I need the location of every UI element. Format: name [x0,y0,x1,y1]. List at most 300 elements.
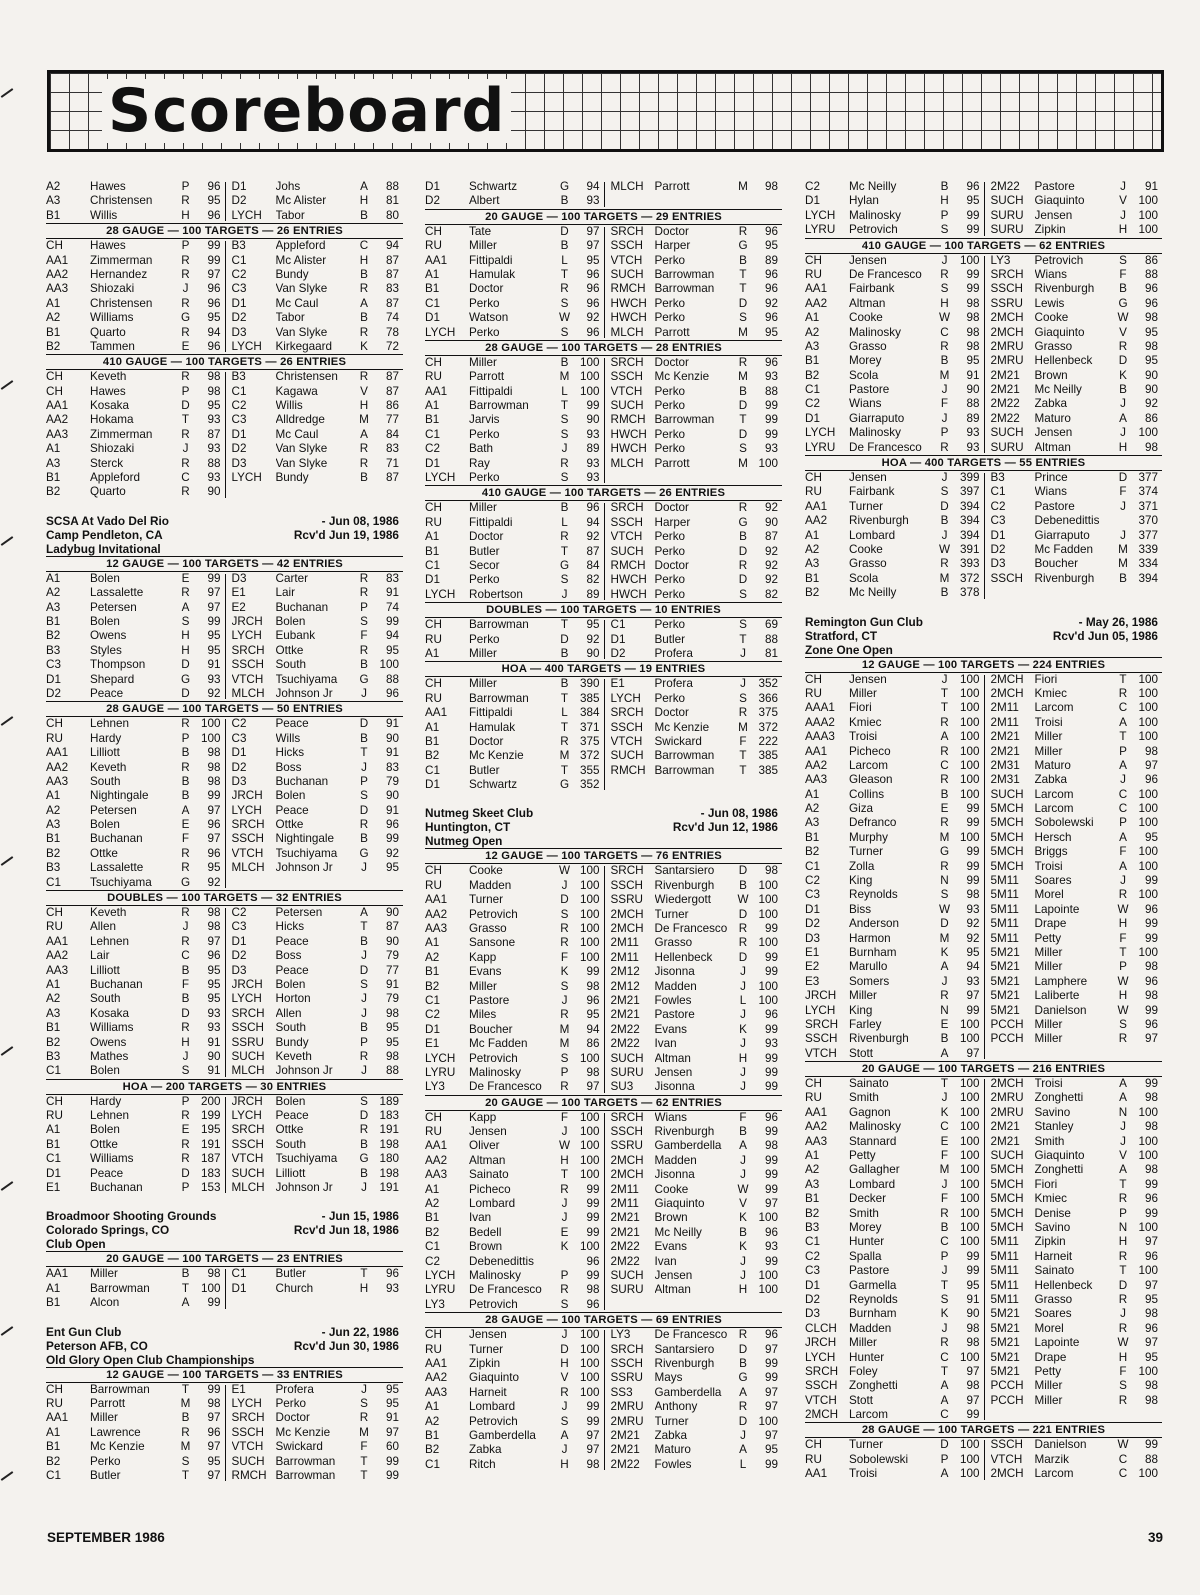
entry-left [425,457,604,471]
class-code: AA3 [425,922,448,936]
class-code: C1 [231,1267,247,1281]
shooter-name: Kapp [469,950,497,964]
results-table [425,864,782,1094]
shooter-name: Jensen [849,672,887,686]
entry-right [604,749,783,763]
entry-right [604,1154,783,1168]
entry-left [425,1066,604,1080]
class-code: B2 [425,1443,440,1457]
shooter-name: Perko [654,442,686,456]
shooter-name: Stott [849,1393,874,1407]
class-code: C3 [805,888,820,902]
score: 97 [207,600,221,614]
entry-left [46,658,225,672]
shooter-name: Lehnen [90,934,130,948]
entry-left [805,282,984,296]
score: 100 [959,1149,980,1163]
class-code: SRCH [805,1364,839,1378]
class-code: B2 [805,845,820,859]
entry-right [225,370,404,384]
score: 99 [966,816,980,830]
club-name: Remington Gun Club [805,614,923,629]
initial: S [360,977,368,991]
initial: T [1119,945,1127,959]
table-row [425,1400,782,1414]
initial: J [1120,397,1126,411]
shooter-name: Altman [849,296,886,310]
entry-right [604,297,783,311]
entry-left [805,180,984,194]
class-code: LYCH [231,803,262,817]
initial: N [1118,1105,1128,1119]
initial: H [1118,1350,1128,1364]
entry-left [425,254,604,268]
initial: R [181,1109,190,1123]
event-line-2 [46,528,403,542]
initial: J [740,1269,746,1282]
initial: S [560,1414,569,1428]
entry-left [805,1163,984,1177]
score: 375 [579,734,600,748]
class-code: SURU [990,223,1024,237]
initial: J [941,1264,948,1278]
class-code: D1 [610,632,626,646]
score: 100 [959,1235,980,1249]
class-code: SSCH [231,1021,264,1035]
score: 96 [764,1328,778,1342]
shooter-name: Bolen [275,614,306,628]
shooter-name: Barrowman [90,1281,150,1295]
class-code: E2 [231,600,246,614]
club-name: Nutmeg Skeet Club [425,806,534,821]
entry-left [805,1322,984,1336]
entry-right [225,920,404,934]
shooter-name: Keveth [90,370,127,384]
score: 99 [764,1080,778,1094]
class-code: 5M21 [990,1321,1020,1335]
score: 394 [1138,571,1158,585]
initial: K [940,1307,949,1321]
initial: B [360,832,368,846]
gauge-header: 20 GAUGE — 100 TARGETS — 23 ENTRIES [46,1251,403,1267]
entry-right [604,647,783,661]
table-row [425,764,782,778]
initial: J [561,1125,568,1139]
entry-right [225,1426,404,1440]
entry-left [46,485,225,499]
initial: M [738,720,748,734]
initial: S [739,587,747,601]
class-code: 2M11 [990,715,1019,729]
shooter-name: Altman [469,1153,506,1167]
class-code: B1 [46,1137,61,1151]
table-row [805,311,1162,325]
shooter-name: Rivenburgh [654,1356,715,1370]
class-code: AA1 [805,1467,828,1481]
class-code: RMCH [610,558,646,572]
shooter-name: Soares [1034,874,1072,888]
initial: R [940,816,949,830]
score: 100 [1138,787,1158,801]
initial: J [941,1177,948,1191]
entry-left [425,908,604,922]
initial: V [1119,325,1127,339]
entry-left [805,1091,984,1105]
class-code: 2M31 [990,758,1020,772]
shooter-name: Rivenburgh [849,514,909,528]
entry-left [425,471,604,485]
initial: T [739,267,747,281]
entry-right [984,1192,1163,1206]
initial: S [739,311,747,325]
entry-right [604,721,783,735]
shooter-name: Hawes [90,180,126,193]
class-code: RMCH [610,413,646,427]
table-row [425,893,782,907]
initial: D [181,686,190,700]
initial: T [560,544,569,558]
shooter-name: Jensen [1034,208,1073,222]
score: 98 [207,774,221,788]
class-code: D2 [231,442,247,456]
class-code: RMCH [610,282,646,296]
shooter-name: Miller [1034,1393,1063,1407]
entry-right [604,778,783,792]
initial: A [360,296,368,310]
initial: M [939,830,950,844]
score: 100 [959,1032,980,1046]
shooter-name: Perko [469,471,500,485]
class-code: D1 [231,180,247,193]
shooter-name: Parrott [654,325,690,339]
score: 91 [966,368,980,382]
score: 97 [1144,1336,1158,1350]
entry-left [425,573,604,587]
score: 394 [959,499,980,513]
entry-right [984,412,1163,426]
results-block [425,1095,782,1312]
initial: C [940,1120,949,1134]
table-row [805,1135,1162,1149]
initial: S [560,471,569,485]
score: 352 [579,778,600,792]
shooter-name: Zonghetti [1034,1091,1084,1105]
results-table [46,906,403,1079]
shooter-name: Lair [90,949,110,963]
entry-left [805,426,984,440]
entry-left [805,1032,984,1046]
score: 97 [966,989,980,1003]
shooter-name: Perko [275,1397,307,1410]
class-code: AA1 [46,746,69,760]
shooter-name: Willis [275,399,303,413]
shooter-name: Fairbank [849,282,895,296]
score: 89 [966,411,980,425]
gauge-header: 12 GAUGE — 100 TARGETS — 33 ENTRIES [46,1367,403,1383]
shooter-name: Zipkin [469,1356,501,1370]
table-row [425,1111,782,1125]
class-code: C2 [231,267,247,281]
score: 97 [764,1385,778,1399]
class-code: VTCH [805,1046,837,1060]
table-row [425,326,782,340]
entry-right [225,586,404,600]
initial: M [359,413,369,427]
table-row [46,1036,403,1050]
entry-left [46,601,225,615]
shooter-name: Profera [654,646,693,660]
club-location: Peterson AFB, CO [46,1338,148,1353]
class-code: CH [425,501,442,515]
class-code: 2MRU [990,354,1024,368]
initial: J [1120,1120,1126,1134]
initial: S [560,573,569,587]
entry-right [984,946,1163,960]
score: 98 [207,760,221,774]
table-row [425,1183,782,1197]
shooter-name: Kmiec [1034,1192,1067,1206]
entry-left [425,413,604,427]
shooter-name: Buchanan [275,600,329,614]
score: 95 [764,239,778,253]
entry-right [984,701,1163,715]
gauge-header: 28 GAUGE — 100 TARGETS — 26 ENTRIES [46,223,403,239]
shooter-name: Rivenburgh [1034,282,1095,296]
entry-right [604,1111,783,1125]
class-code: B1 [805,830,820,844]
initial: A [181,803,190,817]
score: 96 [586,296,600,310]
initial: H [1118,989,1128,1003]
initial: J [1120,499,1126,513]
results-column-2 [425,180,782,1472]
class-code: AA1 [425,706,448,720]
entry-left [46,978,225,992]
class-code: AA2 [805,758,828,772]
score: 385 [579,691,600,705]
score [371,485,403,499]
entry-left [805,1135,984,1149]
class-code: CH [46,384,63,398]
initial: F [560,950,569,964]
score: 199 [200,1109,221,1123]
shooter-name: Kmiec [1034,686,1067,700]
entry-left [425,618,604,632]
score: 92 [586,311,600,325]
initial: D [738,950,748,964]
initial: M [559,370,570,384]
initial: C [181,471,190,485]
class-code: AA1 [425,253,448,267]
entry-right [984,369,1163,383]
shooter-name: Tsuchiyama [275,1152,338,1166]
class-code: A3 [46,818,61,832]
class-code: AA1 [425,384,448,398]
class-code: VTCH [610,530,643,544]
initial: R [181,717,190,731]
shooter-name: Morel [1034,1321,1064,1335]
score: 95 [1144,830,1158,844]
entry-left [46,920,225,934]
entry-right [984,888,1163,902]
initial: T [181,1382,190,1396]
class-code: 2M11 [990,701,1019,715]
initial: J [740,1080,746,1094]
class-code: HWCH [610,296,647,310]
class-code: C2 [805,874,820,888]
entry-right [225,442,404,456]
class-code: PCCH [990,1393,1024,1407]
score: 99 [207,1296,221,1310]
class-code: 5M21 [990,989,1020,1003]
table-row [46,717,403,731]
class-code: A2 [805,802,820,816]
score: 88 [764,384,778,398]
entry-right [225,239,404,253]
initial: C [940,1235,949,1249]
class-code: E1 [425,1037,440,1051]
entry-right [604,1139,783,1153]
initial: J [561,993,568,1007]
class-code: 2MCH [610,922,644,936]
shooter-name: Maturo [654,1443,691,1457]
table-row [425,908,782,922]
score: 95 [764,1443,778,1457]
score: 99 [764,965,778,979]
shooter-name: Miller [90,1267,118,1281]
shooter-name: Burnham [849,945,897,959]
entry-left [805,888,984,902]
initial [1116,586,1130,600]
initial: B [739,384,747,398]
class-code: LYCH [231,629,262,643]
shooter-name: De Francesco [849,440,922,454]
score: 183 [379,1109,399,1123]
score: 100 [579,936,600,950]
score: 370 [1138,514,1158,528]
entry-left [46,1123,225,1137]
results-block [46,1079,403,1196]
entry-right [984,860,1163,874]
class-code: E1 [46,1181,61,1195]
class-code: 2M11 [610,936,639,950]
entry-right [225,485,404,499]
shooter-name: Wians [849,397,882,411]
gauge-header: HOA — 200 TARGETS — 30 ENTRIES [46,1079,403,1095]
entry-left [425,692,604,706]
initial: J [740,1065,746,1079]
entry-left [425,1139,604,1153]
score: 100 [1138,715,1158,729]
initial: M [738,325,748,339]
score: 97 [586,1428,600,1442]
entry-left [425,951,604,965]
class-code: 2M22 [610,1240,640,1254]
initial: W [1117,311,1129,325]
initial: T [739,282,747,296]
class-code: 5MCH [990,1192,1024,1206]
shooter-name: Jisonna [654,1080,695,1094]
score: 92 [207,875,221,889]
shooter-name: Mc Kenzie [654,720,710,734]
initial: R [560,456,569,470]
binder-mark [1,856,14,866]
entry-right [984,802,1163,816]
initial: N [940,874,949,888]
table-row [46,457,403,471]
initial: D [940,499,949,513]
initial: S [560,1297,569,1311]
entry-left [805,816,984,830]
binder-mark [1,1326,14,1336]
table-row [805,1207,1162,1221]
received-date: Rcv'd Jun 19, 1986 [293,527,399,542]
entry-right [225,687,404,701]
table-row [46,832,403,846]
score: 90 [586,646,600,660]
score: 100 [959,1192,980,1206]
initial: R [359,370,369,384]
event-title: Club Open [46,1237,106,1252]
initial: R [359,818,369,832]
shooter-name: Lawrence [90,1425,141,1439]
class-code: C3 [46,658,61,672]
entry-right [604,1283,783,1297]
initial: S [1119,1379,1127,1393]
initial: V [739,1197,747,1211]
table-row [425,778,782,792]
shooter-name: Malinosky [849,208,901,222]
table-row [46,340,403,354]
score: 96 [586,325,600,339]
score: 99 [966,859,980,873]
score: 98 [1144,960,1158,974]
class-code: B2 [46,485,61,499]
entry-right [984,816,1163,830]
entry-left [805,1453,984,1467]
class-code: 2MCH [610,1168,644,1182]
shooter-name: Doctor [654,355,689,369]
score: 371 [579,720,600,734]
score: 99 [966,802,980,816]
class-code: SUCH [231,1049,265,1063]
entry-left [805,412,984,426]
table-row [805,1379,1162,1393]
entry-right [984,1250,1163,1264]
shooter-name: Hernandez [90,267,148,281]
initial: B [739,1356,747,1370]
entry-left [46,1411,225,1425]
table-row [425,647,782,661]
class-code: A2 [805,325,820,339]
initial: D [560,1342,569,1356]
score: 99 [586,1182,600,1196]
initial: S [560,907,569,921]
shooter-name: Harneit [469,1385,507,1399]
class-code: C1 [610,618,626,632]
shooter-name: Grasso [1034,339,1073,353]
initial: J [1120,773,1126,787]
shooter-name: South [90,992,121,1006]
score: 95 [207,963,221,977]
score [1130,1047,1162,1061]
entry-left [46,268,225,282]
table-row [46,326,403,340]
score: 100 [579,907,600,921]
shooter-name: Lehnen [90,1109,130,1123]
score: 99 [764,1153,778,1167]
score: 99 [764,1125,778,1139]
